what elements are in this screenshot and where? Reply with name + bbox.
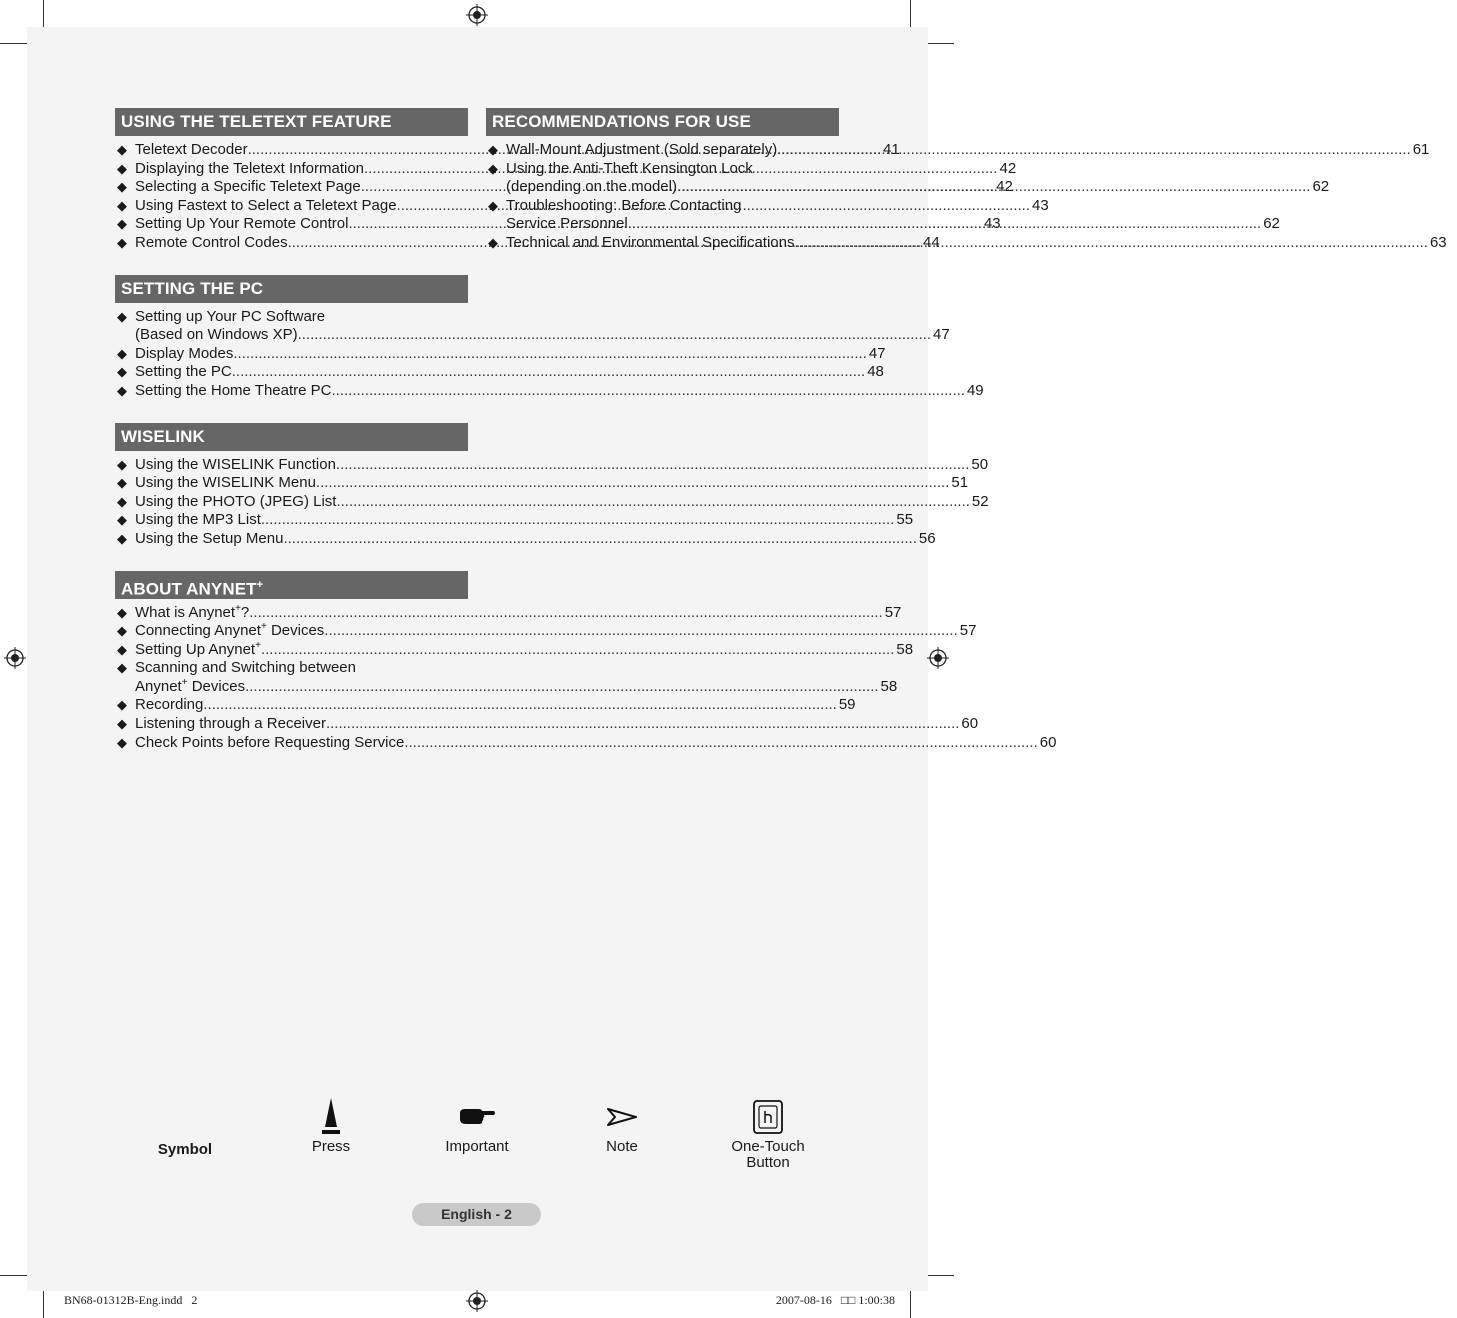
toc-page-number: 49 [966,381,984,399]
diamond-bullet-icon: ◆ [117,475,127,491]
toc-entry-title: Check Points before Requesting Service [135,733,405,751]
toc-entry[interactable] [115,659,898,696]
toc-page-number: 43 [983,215,1001,233]
dot-leader [283,530,916,549]
toc-entry-title: Setting Up Your Remote Control [135,215,349,233]
toc-entry[interactable] [115,307,950,345]
diamond-bullet-icon: ◆ [488,234,498,250]
toc-entry[interactable] [115,639,914,660]
diamond-bullet-icon: ◆ [117,456,127,472]
diamond-bullet-icon: ◆ [117,512,127,528]
toc-entry-title: Listening through a Receiver [135,715,326,733]
diamond-bullet-icon: ◆ [117,604,127,620]
dot-leader [336,493,969,512]
toc-page-number: 56 [918,529,936,547]
toc-page-number: 55 [896,511,914,529]
toc-section [115,275,984,401]
toc-entry-title: Displaying the Teletext Information [135,159,365,177]
diamond-bullet-icon: ◆ [117,641,127,657]
toc-section [115,571,1057,753]
registration-mark-icon [466,1290,488,1312]
dot-leader [677,178,1310,197]
dot-leader [249,604,882,623]
dot-leader [404,734,1037,753]
toc-page-number: 42 [999,159,1017,177]
toc-entry[interactable] [115,511,914,530]
toc-entry-title: Using Fastext to Select a Teletext Page [135,196,397,214]
footer-timestamp: 2007-08-16 □□ 1:00:38 [775,1293,895,1307]
dot-leader [245,678,878,697]
dot-leader [203,696,836,715]
registration-mark-icon [927,647,949,669]
diamond-bullet-icon: ◆ [117,734,127,750]
toc-page-number: 61 [1412,141,1430,158]
toc-entry[interactable] [115,455,989,475]
toc-entry-title: Teletext Decoder [135,141,248,158]
toc-page-number: 41 [883,141,900,158]
crop-mark [924,1275,954,1276]
toc-entry[interactable] [115,474,969,493]
toc-entry[interactable] [115,715,979,734]
toc-entry-title: What is Anynet+? [135,602,250,621]
crop-mark [0,1275,30,1276]
section-heading: ABOUT ANYNET+ [115,571,468,599]
toc-page-number: 58 [896,640,914,658]
footer-file-name: BN68-01312B-Eng.indd 2 [64,1293,198,1307]
toc-page-number: 60 [1039,733,1057,751]
registration-mark-icon [4,647,26,669]
crop-mark [924,43,954,44]
crop-mark [910,0,911,30]
section-heading: SETTING THE PC [115,275,468,303]
toc-page-number: 47 [868,344,886,362]
crop-mark [43,1288,44,1318]
toc-entry[interactable] [115,602,902,623]
toc-page-number: 50 [971,455,989,473]
diamond-bullet-icon: ◆ [488,142,498,157]
toc-entry-title: Using the WISELINK Menu [135,474,316,492]
toc-entry[interactable] [115,381,984,401]
diamond-bullet-icon: ◆ [117,197,127,213]
toc-page-number: 60 [961,715,979,733]
diamond-bullet-icon: ◆ [117,216,127,232]
dot-leader [261,641,894,660]
diamond-bullet-icon: ◆ [117,142,127,157]
toc-entry-title: Troubleshooting: Before Contacting [506,196,742,214]
toc-entry-title: Setting up Your PC Software [135,307,326,325]
toc-entry-title: Using the WISELINK Function [135,455,336,473]
toc-page-number: 59 [838,696,856,714]
toc-section [115,423,989,549]
note-arrow-icon [607,1107,637,1127]
diamond-bullet-icon: ◆ [117,660,127,676]
toc-entry-title: (depending on the model) [506,178,677,196]
toc-page-number: 52 [971,492,989,510]
diamond-bullet-icon: ◆ [117,345,127,361]
symbol-important: Important [417,1095,537,1155]
diamond-bullet-icon: ◆ [117,179,127,195]
toc-entry-title: Using the Setup Menu [135,529,284,547]
symbol-heading: Symbol [157,1141,213,1158]
page-number-label: English - 2 [412,1203,541,1226]
toc-entry-title: Using the MP3 List [135,511,261,529]
symbol-one-touch: One-Touch Button [708,1095,828,1171]
section-heading: WISELINK [115,423,468,451]
toc-entry[interactable] [115,733,1057,753]
toc-entry[interactable] [115,696,856,715]
dot-leader [326,715,959,734]
section-heading: RECOMMENDATIONS FOR USE [486,108,839,136]
toc-entry-title: Setting Up Anynet+ [135,639,261,658]
dot-leader [298,326,931,345]
toc-entry[interactable] [115,492,989,512]
toc-page-number: 62 [1312,178,1330,196]
toc-entry-title: Remote Control Codes [135,233,288,251]
toc-entry[interactable] [115,529,936,549]
diamond-bullet-icon: ◆ [488,197,498,213]
dot-leader [777,141,1410,160]
toc-entry-title: Anynet+ Devices [135,676,246,695]
toc-entry-title: Scanning and Switching between [135,659,356,677]
toc-entry-title: Setting the Home Theatre PC [135,381,332,399]
diamond-bullet-icon: ◆ [117,697,127,713]
toc-page-number: 62 [1263,215,1280,233]
registration-mark-icon [466,4,488,26]
toc-page-number: 43 [1032,196,1049,214]
crop-mark [0,43,30,44]
toc-entry-title: Using the Anti-Theft Kensington Lock [506,159,753,177]
toc-page-number: 42 [996,178,1013,196]
dot-leader [336,456,969,475]
toc-entry-title: Service Personnel [506,215,628,233]
toc-entry-title: Selecting a Specific Teletext Page [135,178,361,196]
press-icon [320,1097,342,1137]
toc-entry[interactable] [115,363,884,382]
dot-leader [261,511,894,530]
toc-page-number: 48 [867,363,884,381]
crop-mark [910,1288,911,1318]
diamond-bullet-icon: ◆ [117,623,127,639]
dot-leader [316,474,949,493]
diamond-bullet-icon: ◆ [117,364,127,380]
toc-entry-title: Recording [135,696,204,714]
toc-entry-title: Display Modes [135,344,234,362]
diamond-bullet-icon: ◆ [488,160,498,176]
toc-page-number: 57 [884,603,902,621]
diamond-bullet-icon: ◆ [117,234,127,250]
diamond-bullet-icon: ◆ [117,716,127,732]
one-touch-button-icon [752,1099,784,1135]
symbol-press: Press [271,1095,391,1155]
toc-page-number: 44 [923,233,940,251]
symbol-legend [0,1095,954,1185]
symbol-note: Note [562,1095,682,1155]
diamond-bullet-icon: ◆ [117,530,127,546]
dot-leader [232,363,865,382]
toc-entry[interactable] [115,344,886,364]
diamond-bullet-icon: ◆ [117,382,127,398]
dot-leader [324,622,957,641]
dot-leader [795,234,1428,253]
toc-page-number: 63 [1429,233,1447,251]
toc-entry-title: Technical and Environmental Specifications [506,233,795,251]
toc-page-number: 57 [959,622,977,640]
toc-entry[interactable] [115,621,977,641]
toc-entry-title: Using the PHOTO (JPEG) List [135,492,337,510]
dot-leader [332,382,965,401]
diamond-bullet-icon: ◆ [117,308,127,324]
crop-mark [43,0,44,30]
pointing-hand-icon [458,1105,496,1129]
dot-leader [628,215,1261,234]
toc-entry-title: (Based on Windows XP) [135,326,298,344]
diamond-bullet-icon: ◆ [117,493,127,509]
toc-page-number: 51 [951,474,969,492]
diamond-bullet-icon: ◆ [117,160,127,176]
toc-entry-title: Setting the PC [135,363,232,381]
toc-page-number: 58 [880,677,898,695]
toc-page-number: 47 [933,326,950,344]
section-heading: USING THE TELETEXT FEATURE [115,108,468,136]
dot-leader [233,345,866,364]
toc-entry-title: Wall-Mount Adjustment (Sold separately) [506,141,778,158]
toc-entry-title: Connecting Anynet+ Devices [135,621,325,640]
